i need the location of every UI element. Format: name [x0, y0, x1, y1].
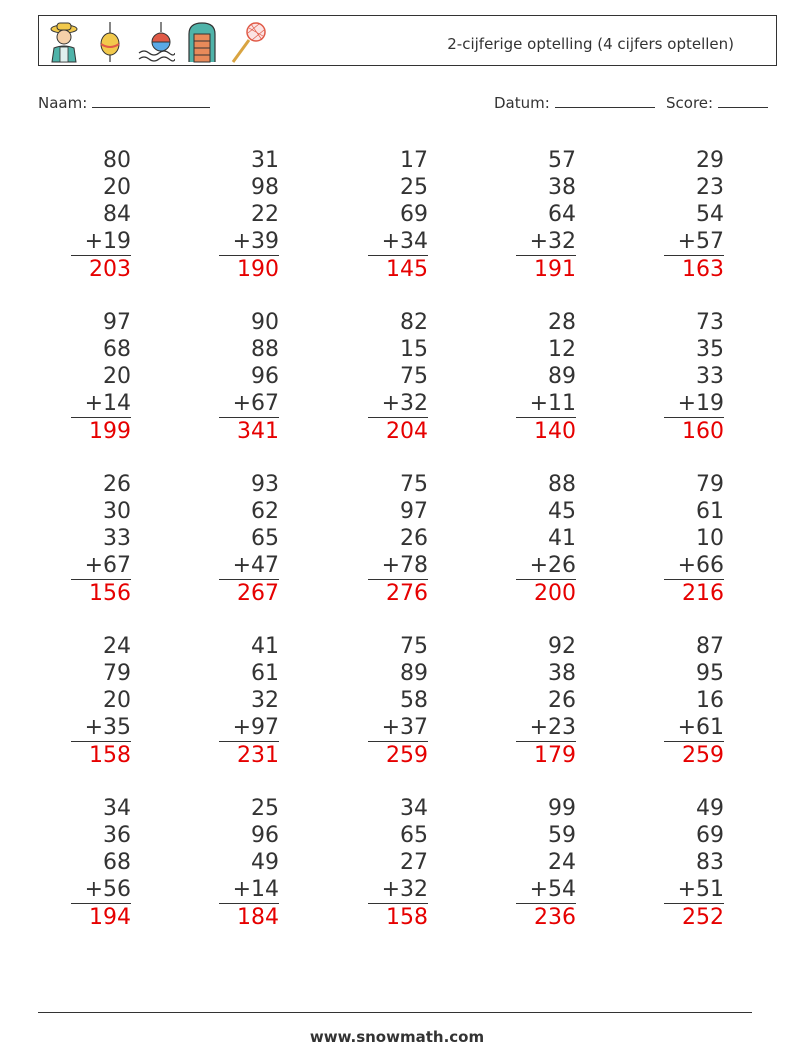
header-icons — [45, 20, 267, 64]
answer: 190 — [237, 257, 279, 282]
addend-1: 25 — [251, 796, 279, 821]
addition-problem — [71, 471, 131, 607]
addend-2: 68 — [103, 337, 131, 362]
footer-divider — [38, 1012, 752, 1013]
name-field — [38, 93, 210, 112]
addend-4: +34 — [368, 228, 428, 256]
answer: 163 — [682, 257, 724, 282]
addend-3: 33 — [103, 526, 131, 551]
addition-problem — [71, 309, 131, 445]
addend-2: 65 — [400, 823, 428, 848]
addend-4: +51 — [664, 876, 724, 904]
addition-problem — [368, 633, 428, 769]
fishing-net-icon — [229, 20, 267, 64]
answer: 231 — [237, 743, 279, 768]
addend-3: 64 — [548, 202, 576, 227]
addition-problem — [516, 147, 576, 283]
addend-2: 20 — [103, 175, 131, 200]
addend-1: 87 — [696, 634, 724, 659]
addition-problem — [368, 795, 428, 931]
answer: 276 — [386, 581, 428, 606]
addend-1: 73 — [696, 310, 724, 335]
addend-3: 75 — [400, 364, 428, 389]
addend-1: 49 — [696, 796, 724, 821]
answer: 204 — [386, 419, 428, 444]
addend-3: 10 — [696, 526, 724, 551]
addend-4: +14 — [219, 876, 279, 904]
addend-1: 88 — [548, 472, 576, 497]
addend-3: 96 — [251, 364, 279, 389]
answer: 145 — [386, 257, 428, 282]
addend-4: +32 — [516, 228, 576, 256]
ladder-icon — [183, 20, 221, 64]
addition-problem — [219, 471, 279, 607]
addition-problem — [664, 795, 724, 931]
addition-problem — [71, 633, 131, 769]
addition-problem — [516, 633, 576, 769]
addend-2: 36 — [103, 823, 131, 848]
addend-2: 23 — [696, 175, 724, 200]
addition-problem — [368, 147, 428, 283]
name-label: Naam: — [38, 94, 88, 112]
addend-3: 41 — [548, 526, 576, 551]
addend-1: 82 — [400, 310, 428, 335]
addend-3: 58 — [400, 688, 428, 713]
date-blank — [555, 93, 655, 108]
addend-2: 97 — [400, 499, 428, 524]
addend-2: 89 — [400, 661, 428, 686]
addend-4: +26 — [516, 552, 576, 580]
addend-3: 83 — [696, 850, 724, 875]
addend-4: +78 — [368, 552, 428, 580]
addend-4: +61 — [664, 714, 724, 742]
answer: 341 — [237, 419, 279, 444]
addend-4: +54 — [516, 876, 576, 904]
addend-1: 79 — [696, 472, 724, 497]
addition-problem — [368, 471, 428, 607]
addend-1: 31 — [251, 148, 279, 173]
addend-4: +32 — [368, 390, 428, 418]
answer: 252 — [682, 905, 724, 930]
addend-2: 95 — [696, 661, 724, 686]
addend-3: 26 — [400, 526, 428, 551]
addend-4: +37 — [368, 714, 428, 742]
answer: 203 — [89, 257, 131, 282]
answer: 216 — [682, 581, 724, 606]
addend-1: 93 — [251, 472, 279, 497]
addend-3: 26 — [548, 688, 576, 713]
addend-1: 99 — [548, 796, 576, 821]
addend-2: 79 — [103, 661, 131, 686]
addend-1: 75 — [400, 634, 428, 659]
addend-2: 98 — [251, 175, 279, 200]
date-label: Datum: — [494, 94, 550, 112]
addend-3: 24 — [548, 850, 576, 875]
addend-2: 88 — [251, 337, 279, 362]
answer: 200 — [534, 581, 576, 606]
addition-problem — [71, 795, 131, 931]
addend-2: 59 — [548, 823, 576, 848]
addend-1: 41 — [251, 634, 279, 659]
addend-1: 90 — [251, 310, 279, 335]
addend-3: 68 — [103, 850, 131, 875]
answer: 194 — [89, 905, 131, 930]
addend-1: 34 — [400, 796, 428, 821]
addend-1: 26 — [103, 472, 131, 497]
addend-1: 75 — [400, 472, 428, 497]
addend-3: 49 — [251, 850, 279, 875]
addend-4: +35 — [71, 714, 131, 742]
addend-1: 24 — [103, 634, 131, 659]
addition-problem — [664, 633, 724, 769]
addition-problem — [664, 147, 724, 283]
addend-1: 92 — [548, 634, 576, 659]
score-field — [666, 93, 768, 112]
addend-2: 61 — [251, 661, 279, 686]
addend-4: +39 — [219, 228, 279, 256]
addend-4: +56 — [71, 876, 131, 904]
answer: 158 — [386, 905, 428, 930]
addend-3: 20 — [103, 364, 131, 389]
addend-4: +57 — [664, 228, 724, 256]
answer: 259 — [386, 743, 428, 768]
answer: 160 — [682, 419, 724, 444]
answer: 158 — [89, 743, 131, 768]
addition-problem — [368, 309, 428, 445]
addend-4: +66 — [664, 552, 724, 580]
worksheet-header — [38, 15, 777, 66]
addend-3: 22 — [251, 202, 279, 227]
bobber-in-water-icon — [137, 20, 175, 64]
footer-site: www.snowmath.com — [309, 1028, 485, 1046]
addend-3: 65 — [251, 526, 279, 551]
answer: 267 — [237, 581, 279, 606]
addition-problem — [516, 309, 576, 445]
answer: 259 — [682, 743, 724, 768]
addend-2: 12 — [548, 337, 576, 362]
addition-problem — [219, 309, 279, 445]
addend-1: 34 — [103, 796, 131, 821]
addition-problem — [516, 795, 576, 931]
addend-1: 97 — [103, 310, 131, 335]
score-label: Score: — [666, 94, 714, 112]
addend-2: 61 — [696, 499, 724, 524]
addition-problem — [219, 795, 279, 931]
addend-1: 28 — [548, 310, 576, 335]
answer: 156 — [89, 581, 131, 606]
addend-4: +23 — [516, 714, 576, 742]
addend-3: 20 — [103, 688, 131, 713]
addend-2: 62 — [251, 499, 279, 524]
answer: 184 — [237, 905, 279, 930]
addend-4: +11 — [516, 390, 576, 418]
addend-4: +32 — [368, 876, 428, 904]
addition-problem — [516, 471, 576, 607]
addend-1: 29 — [696, 148, 724, 173]
addend-4: +47 — [219, 552, 279, 580]
addend-4: +14 — [71, 390, 131, 418]
addition-problem — [71, 147, 131, 283]
answer: 179 — [534, 743, 576, 768]
addend-2: 30 — [103, 499, 131, 524]
addend-3: 69 — [400, 202, 428, 227]
addend-2: 45 — [548, 499, 576, 524]
score-blank — [718, 93, 768, 108]
fisherman-icon — [45, 20, 83, 64]
answer: 199 — [89, 419, 131, 444]
addend-3: 54 — [696, 202, 724, 227]
addend-2: 25 — [400, 175, 428, 200]
worksheet-title: 2-cijferige optelling (4 cijfers optellen) — [447, 35, 734, 53]
addend-4: +19 — [71, 228, 131, 256]
answer: 140 — [534, 419, 576, 444]
addend-2: 38 — [548, 175, 576, 200]
addend-2: 38 — [548, 661, 576, 686]
addend-4: +67 — [219, 390, 279, 418]
addition-problem — [664, 471, 724, 607]
addend-1: 17 — [400, 148, 428, 173]
addition-problem — [219, 633, 279, 769]
addend-3: 32 — [251, 688, 279, 713]
addend-2: 15 — [400, 337, 428, 362]
addend-2: 69 — [696, 823, 724, 848]
addend-3: 27 — [400, 850, 428, 875]
addend-3: 33 — [696, 364, 724, 389]
addend-4: +19 — [664, 390, 724, 418]
date-field — [494, 93, 655, 112]
addition-problem — [219, 147, 279, 283]
addend-4: +67 — [71, 552, 131, 580]
addend-3: 16 — [696, 688, 724, 713]
addend-3: 89 — [548, 364, 576, 389]
addend-2: 96 — [251, 823, 279, 848]
name-blank — [92, 93, 210, 108]
answer: 236 — [534, 905, 576, 930]
addition-problem — [664, 309, 724, 445]
fishing-float-icon — [91, 20, 129, 64]
addend-1: 80 — [103, 148, 131, 173]
addend-4: +97 — [219, 714, 279, 742]
answer: 191 — [534, 257, 576, 282]
addend-2: 35 — [696, 337, 724, 362]
addend-3: 84 — [103, 202, 131, 227]
addend-1: 57 — [548, 148, 576, 173]
